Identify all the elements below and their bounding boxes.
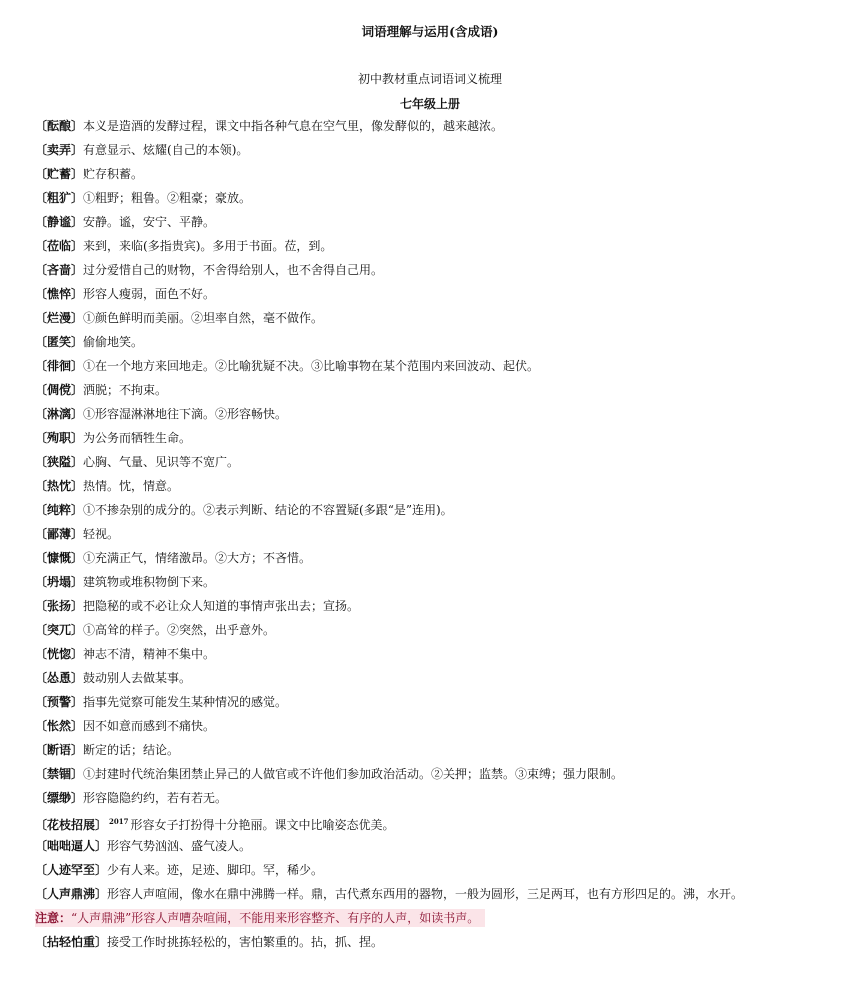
vocab-entry (35, 378, 850, 402)
vocab-definition: 过分爱惜自己的财物，不舍得给别人，也不舍得自己用。 (83, 263, 384, 277)
vocab-entry (35, 258, 850, 282)
vocab-term: 〔殉职〕 (35, 431, 84, 445)
vocab-term: 〔憔悴〕 (35, 287, 84, 301)
vocab-definition: 指事先觉察可能发生某种情况的感觉。 (83, 695, 288, 709)
vocab-definition: 神志不清，精神不集中。 (83, 647, 216, 661)
vocab-entry (35, 642, 850, 666)
vocab-term: 〔咄咄逼人〕 (35, 839, 108, 853)
vocab-term: 〔纯粹〕 (35, 503, 84, 517)
vocab-entry (35, 570, 850, 594)
vocab-entry (35, 714, 850, 738)
vocab-entry (35, 594, 850, 618)
vocab-entry (35, 330, 850, 354)
vocab-definition: 安静。谧，安宁、平静。 (83, 215, 216, 229)
vocab-term: 〔张扬〕 (35, 599, 84, 613)
vocab-entry (35, 786, 850, 810)
vocab-definition: ①封建时代统治集团禁止异己的人做官或不许他们参加政治活动。②关押；监禁。③束缚；强力限制。 (83, 767, 624, 781)
note-text: “人声鼎沸”形容人声嘈杂喧闹，不能用来形容整齐、有序的人声，如读书声。 (71, 911, 480, 925)
vocab-definition: 形容人声喧闹，像水在鼎中沸腾一样。鼎，古代煮东西用的器物，一般为圆形，三足两耳，也有方形四足的。沸，水开。 (107, 887, 744, 901)
vocab-definition: 形容女子打扮得十分艳丽。课文中比喻姿态优美。 (130, 818, 395, 832)
vocab-entry (35, 834, 850, 858)
vocab-definition: 心胸、气量、见识等不宽广。 (83, 455, 240, 469)
vocab-definition: 为公务而牺牲生命。 (83, 431, 192, 445)
vocab-entry (35, 498, 850, 522)
vocab-definition: ①颜色鲜明而美丽。②坦率自然，毫不做作。 (83, 311, 324, 325)
vocab-entry (35, 738, 850, 762)
vocab-definition: 鼓动别人去做某事。 (83, 671, 192, 685)
vocab-entry (35, 138, 850, 162)
vocab-definition: 断定的话；结论。 (83, 743, 180, 757)
vocab-term: 〔禁锢〕 (35, 767, 84, 781)
vocab-term: 〔花枝招展〕 (35, 818, 108, 832)
vocab-term: 〔预警〕 (35, 695, 84, 709)
vocab-term: 〔热忱〕 (35, 479, 84, 493)
vocab-term: 〔烂漫〕 (35, 311, 84, 325)
vocab-term: 〔狭隘〕 (35, 455, 84, 469)
vocab-definition: 形容人瘦弱，面色不好。 (83, 287, 216, 301)
vocab-entry (35, 522, 850, 546)
vocab-entry (35, 474, 850, 498)
vocab-entry (35, 858, 850, 882)
vocab-definition: 轻视。 (83, 527, 120, 541)
vocab-definition: ①高耸的样子。②突然，出乎意外。 (83, 623, 276, 637)
vocab-term: 〔酝酿〕 (35, 119, 84, 133)
vocab-entry (35, 546, 850, 570)
vocab-definition: 少有人来。迹，足迹、脚印。罕，稀少。 (107, 863, 324, 877)
vocab-term: 〔吝啬〕 (35, 263, 84, 277)
vocab-definition: 建筑物或堆积物倒下来。 (83, 575, 216, 589)
vocab-entry (35, 930, 850, 954)
grade-heading: 七年级上册 (399, 97, 460, 111)
vocab-term: 〔突兀〕 (35, 623, 84, 637)
vocab-definition: 来到，来临(多指贵宾)。多用于书面。莅，到。 (83, 239, 333, 253)
vocab-definition: 接受工作时挑拣轻松的，害怕繁重的。拈，抓、捏。 (107, 935, 384, 949)
vocab-entry (35, 666, 850, 690)
vocab-term: 〔淋漓〕 (35, 407, 84, 421)
vocab-entry (35, 690, 850, 714)
document-subtitle: 初中教材重点词语词义梳理 (357, 72, 502, 86)
vocab-definition: ①在一个地方来回地走。②比喻犹疑不决。③比喻事物在某个范围内来回波动、起伏。 (83, 359, 540, 373)
vocab-term: 〔匿笑〕 (35, 335, 84, 349)
vocab-definition: 本义是造酒的发酵过程，课文中指各种气息在空气里，像发酵似的，越来越浓。 (83, 119, 504, 133)
vocab-entry (35, 882, 850, 906)
vocab-entry (35, 306, 850, 330)
note-highlight (35, 909, 485, 927)
vocab-term: 〔倜傥〕 (35, 383, 84, 397)
vocab-entry (35, 762, 850, 786)
vocab-definition: 因不如意而感到不痛快。 (83, 719, 216, 733)
vocab-definition: ①充满正气，情绪激昂。②大方；不吝惜。 (83, 551, 312, 565)
vocab-term: 〔人迹罕至〕 (35, 863, 108, 877)
vocab-definition: 形容隐隐约约，若有若无。 (83, 791, 228, 805)
vocab-term: 〔粗犷〕 (35, 191, 84, 205)
document-title: 词语理解与运用(含成语) (361, 24, 499, 39)
vocab-definition: 贮存积蓄。 (83, 167, 144, 181)
vocab-term: 〔鄙薄〕 (35, 527, 84, 541)
vocab-entry (35, 186, 850, 210)
vocab-term: 〔莅临〕 (35, 239, 84, 253)
vocab-term: 〔恍惚〕 (35, 647, 84, 661)
vocab-entry (35, 234, 850, 258)
vocab-term: 〔怂恿〕 (35, 671, 84, 685)
vocab-definition: ①形容湿淋淋地往下滴。②形容畅快。 (83, 407, 288, 421)
vocab-entry (35, 282, 850, 306)
vocab-term: 〔怅然〕 (35, 719, 84, 733)
vocab-term: 〔静谧〕 (35, 215, 84, 229)
vocab-definition: 有意显示、炫耀(自己的本领)。 (83, 143, 249, 157)
vocab-entry (35, 810, 850, 834)
vocab-definition: 形容气势汹汹、盛气凌人。 (107, 839, 252, 853)
note-label: 注意： (35, 911, 72, 925)
vocab-term: 〔徘徊〕 (35, 359, 84, 373)
exam-year-marker: 2017 (109, 817, 129, 826)
vocab-definition: 把隐秘的或不必让众人知道的事情声张出去；宣扬。 (83, 599, 360, 613)
vocab-term: 〔人声鼎沸〕 (35, 887, 108, 901)
vocab-term: 〔慷慨〕 (35, 551, 84, 565)
vocab-entry (35, 354, 850, 378)
vocab-entry (35, 450, 850, 474)
vocab-entry (35, 162, 850, 186)
vocab-definition: ①不掺杂别的成分的。②表示判断、结论的不容置疑(多跟“是”连用)。 (83, 503, 453, 517)
vocabulary-list (35, 114, 850, 954)
vocab-definition: ①粗野；粗鲁。②粗豪；豪放。 (83, 191, 252, 205)
vocab-term: 〔拈轻怕重〕 (35, 935, 108, 949)
vocab-entry (35, 210, 850, 234)
vocab-term: 〔坍塌〕 (35, 575, 84, 589)
vocab-entry (35, 618, 850, 642)
vocab-definition: 偷偷地笑。 (83, 335, 144, 349)
vocab-definition: 洒脱；不拘束。 (83, 383, 168, 397)
note-row (35, 906, 850, 930)
vocab-entry (35, 402, 850, 426)
vocab-entry (35, 114, 850, 138)
vocab-definition: 热情。忱，情意。 (83, 479, 180, 493)
vocab-term: 〔缥缈〕 (35, 791, 84, 805)
vocab-term: 〔卖弄〕 (35, 143, 84, 157)
vocab-entry (35, 426, 850, 450)
vocab-term: 〔断语〕 (35, 743, 84, 757)
vocab-term: 〔贮蓄〕 (35, 167, 84, 181)
